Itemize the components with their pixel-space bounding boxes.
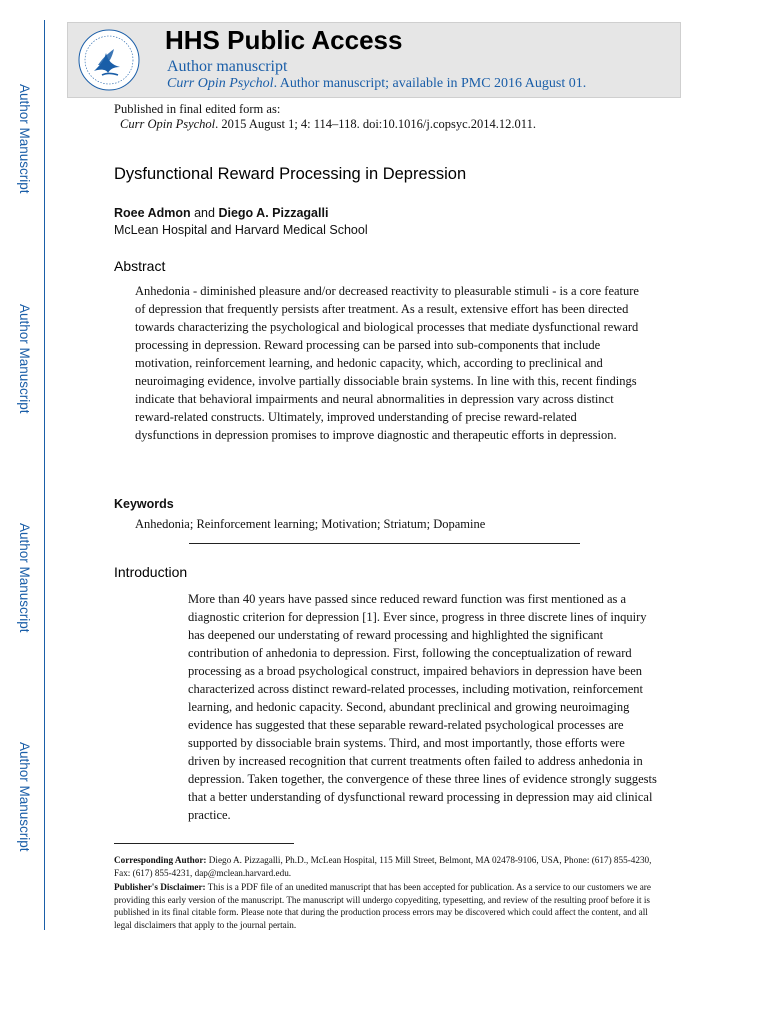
corresponding-label: Corresponding Author: [114,855,207,865]
sidebar-rule [44,20,45,930]
article-title: Dysfunctional Reward Processing in Depression [114,165,467,183]
published-label: Published in final edited form as: [114,102,281,116]
availability-line [167,76,586,92]
introduction-heading: Introduction [114,564,188,580]
sidebar-label: Author Manuscript [17,84,32,194]
publisher-disclaimer [114,881,659,931]
availability-text: . Author manuscript; available in PMC 2016 August 01. [273,76,587,91]
hhs-eagle-logo-icon [76,27,142,93]
author-line [114,206,328,220]
abstract-text: Anhedonia - diminished pleasure and/or decreased reactivity to pleasurable stimuli - is a core feature of depression that frequently persists after treatment. As a result, extensive effort has been directed towards characterizing the psychological and biological processes that mediate dysfunctional reward processing in depression. Reward processing can be parsed into sub-components that include motivation, reinforcement learning, and hedonic capacity, which, according to preclinical and neuroimaging evidence, involve partially dissociable brain systems. In line with this, recent findings indicate that behavioral impairments and neural abnormalities in depression vary across distinct reward-related constructs. Ultimately, improved understanding of precise reward-related dysfunctions in depression promises to improve diagnostic and therapeutic efforts in depression. [135,284,639,442]
sidebar-label: Author Manuscript [17,523,32,633]
disclaimer-text: This is a PDF file of an unedited manuscript that has been accepted for publication. As a service to our customers we are providing this early version of the manuscript. The manuscript will undergo copyediting, typesetting, and review of the resulting proof before it is published in its final citable form. Please note that during the production process errors may be discovered which could affect the content, and all legal disclaimers that apply to the journal pertain. [114,882,651,930]
affiliation: McLean Hospital and Harvard Medical School [114,223,368,237]
author-conjunction: and [190,206,219,220]
keywords-text: Anhedonia; Reinforcement learning; Motivation; Striatum; Dopamine [135,517,486,531]
manuscript-label: Author manuscript [167,58,288,75]
hhs-header [67,22,681,98]
citation-details: . 2015 August 1; 4: 114–118. doi:10.1016/j.copsyc.2014.12.011. [215,117,536,131]
abstract-heading: Abstract [114,258,166,274]
introduction-text: More than 40 years have passed since reduced reward function was first mentioned as a diagnostic criterion for depression [1]. Ever since, progress in three discrete lines of inquiry has deepened our understating of reward processing and highlighted the significant contribution of anhedonia to depression. First, following the conceptualization of reward processing as a broad psychological construct, impaired behaviors in depression have been characterized across distinct reward-related processes, including motivation, reinforcement learning, and hedonic capacity. Second, abundant preclinical and growing neuroimaging evidence has suggested that these separable reward-related psychological processes are supported by dissociable brain systems. Third, and most importantly, those efforts were driven by increased recognition that current treatments often failed to address anhedonia in depression. Taken together, the convergence of these three lines of evidence strongly suggests that a better understanding of dysfunctional reward processing in depression may aid clinical practice. [188,592,657,822]
sidebar-label: Author Manuscript [17,742,32,852]
sidebar-label: Author Manuscript [17,304,32,414]
author-name: Diego A. Pizzagalli [218,206,329,220]
disclaimer-label: Publisher's Disclaimer: [114,882,206,892]
citation-journal: Curr Opin Psychol [120,117,216,131]
footnote-divider [114,843,294,844]
hhs-title: HHS Public Access [165,25,403,55]
journal-name: Curr Opin Psychol [167,76,274,91]
author-name: Roee Admon [114,206,191,220]
corresponding-text: Diego A. Pizzagalli, Ph.D., McLean Hospital, 115 Mill Street, Belmont, MA 02478-9106, USA, Phone: (617) 855-4230, Fax: (617) 855-4231, dap@mclean.harvard.edu. [114,855,652,878]
keywords-heading: Keywords [114,497,174,511]
citation-line [120,117,536,132]
corresponding-author-note [114,854,659,879]
section-divider [189,543,580,544]
